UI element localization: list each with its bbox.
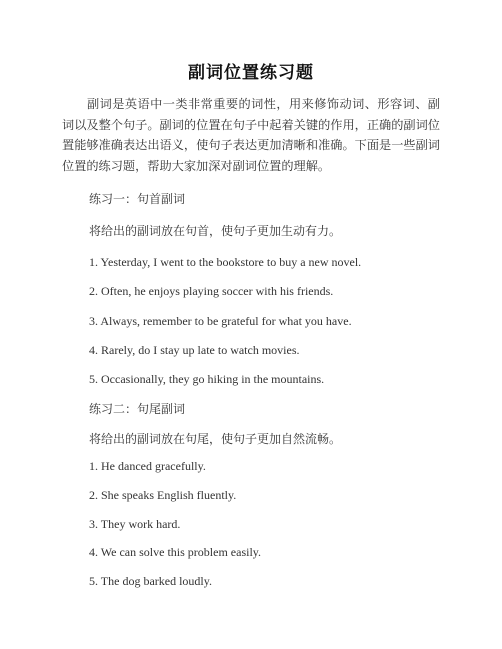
exercise-2-instruction: 将给出的副词放在句尾，使句子更加自然流畅。 — [89, 432, 342, 446]
exercise-2-heading: 练习二：句尾副词 — [89, 402, 186, 416]
exercise-1-heading: 练习一：句首副词 — [89, 192, 186, 206]
exercise-1-item: 2. Often, he enjoys playing soccer with his friends. — [89, 284, 334, 298]
page-title: 副词位置练习题 — [188, 63, 314, 83]
exercise-1-item: 4. Rarely, do I stay up late to watch movies. — [89, 343, 300, 357]
exercise-2-item: 3. They work hard. — [89, 517, 181, 531]
exercise-2-item: 4. We can solve this problem easily. — [89, 545, 261, 559]
exercise-1-item: 1. Yesterday, I went to the bookstore to buy a new novel. — [89, 255, 362, 269]
exercise-1-item: 5. Occasionally, they go hiking in the mountains. — [89, 372, 325, 386]
exercise-2-item: 2. She speaks English fluently. — [89, 488, 237, 502]
intro-paragraph: 副词是英语中一类非常重要的词性，用来修饰动词、形容词、副词以及整个句子。副词的位置在句子中起着关键的作用，正确的副词位置能够准确表达出语义，使句子表达更加清晰和准确。下面是一些副词位置的练习题，帮助大家加深对副词位置的理解。 — [62, 97, 440, 173]
exercise-2-item: 1. He danced gracefully. — [89, 459, 206, 473]
exercise-2-item: 5. The dog barked loudly. — [89, 574, 212, 588]
exercise-1-item: 3. Always, remember to be grateful for what you have. — [89, 314, 352, 328]
exercise-1-instruction: 将给出的副词放在句首，使句子更加生动有力。 — [89, 224, 342, 238]
